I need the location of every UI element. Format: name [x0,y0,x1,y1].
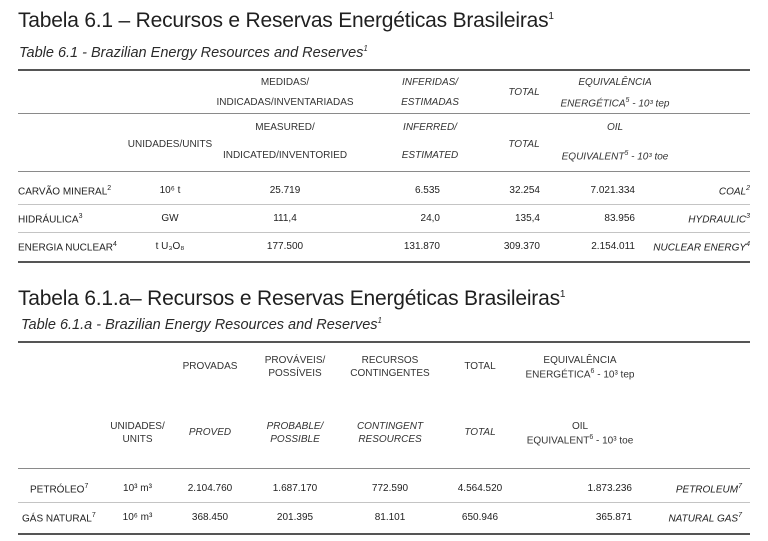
table1-bottom-rule [18,261,750,263]
table2-title: Tabela 6.1.a– Recursos e Reservas Energéticas Brasileiras$^1$ [18,287,566,310]
t1-hdr-medidas: MEDIDAS/ [260,77,310,88]
t2-hdr-probable-2: POSSIBLE [270,434,320,445]
t2-hdr-probable: PROBABLE/ [266,421,324,432]
t1-hdr-measured-2: INDICATED/INVENTORIED [222,150,348,161]
t2-hdr-units-2: UNITS [122,434,153,445]
t2-hdr-equiv-2: ENERGÉTICA$^6$ - 10³ tep [525,368,635,381]
table2-header-bottom-rule [18,468,750,469]
t1-hdr-inferidas-2: ESTIMADAS [401,97,459,108]
t1-hdr-total-en: TOTAL [508,139,540,150]
row-unit: 10⁶ m³ [122,512,153,523]
table2-bottom-rule [18,533,750,535]
row-proved: 2.104.760 [187,483,233,494]
row-label-en: NATURAL GAS$^7$ [668,512,742,525]
t2-hdr-equiv: EQUIVALÊNCIA [543,355,617,366]
t1-hdr-units: UNIDADES/UNITS [127,139,213,150]
table2-top-rule [18,341,750,343]
t2-hdr-contingent: CONTINGENT [356,421,424,432]
table2-subtitle: Table 6.1.a - Brazilian Energy Resources and Reserves$^1$ [21,316,382,333]
row-measured: 177.500 [266,241,304,252]
row-total: 650.946 [461,512,499,523]
row-label-en: COAL$^2$ [718,185,750,198]
row-divider [18,204,750,205]
t1-hdr-inferred-2: ESTIMATED [401,150,459,161]
row-contingent: 81.101 [374,512,406,523]
row-unit: GW [161,213,179,224]
table1-header-bottom-rule [18,171,750,172]
row-label-en: NUCLEAR ENERGY$^4$ [653,241,750,254]
row-inferred: 6.535 [414,185,440,196]
t2-hdr-provaveis: PROVÁVEIS/ [264,355,326,366]
row-measured: 25.719 [269,185,301,196]
row-label-pt: CARVÃO MINERAL$^2$ [18,185,112,198]
row-label-pt: GÁS NATURAL$^7$ [22,512,96,525]
t2-hdr-recursos-2: CONTINGENTES [350,368,430,379]
t1-hdr-inferred: INFERRED/ [403,122,457,133]
row-total: 4.564.520 [457,483,503,494]
t1-hdr-medidas-2: INDICADAS/INVENTARIADAS [216,97,354,108]
t1-hdr-measured: MEASURED/ [255,122,315,133]
row-unit: 10⁶ t [159,185,181,196]
t2-hdr-total-en: TOTAL [464,427,496,438]
row-unit: t U₃O₈ [155,241,185,252]
t1-hdr-oil: OIL [606,122,624,133]
row-label-en: PETROLEUM$^7$ [675,483,742,496]
t2-hdr-provadas: PROVADAS [182,361,238,372]
t2-hdr-provaveis-2: POSSÍVEIS [268,368,322,379]
row-inferred: 24,0 [420,213,440,224]
row-equiv: 83.956 [604,213,635,224]
t2-hdr-proved: PROVED [188,427,232,438]
row-proved: 368.450 [191,512,229,523]
t2-hdr-total: TOTAL [464,361,496,372]
t2-hdr-units: UNIDADES/ [110,421,165,432]
row-measured: 111,4 [273,213,297,224]
row-inferred: 131.870 [403,241,440,252]
table1-title: Tabela 6.1 – Recursos e Reservas Energéticas Brasileiras$^1$ [18,9,554,32]
table1-subtitle: Table 6.1 - Brazilian Energy Resources and Reserves$^1$ [19,44,368,61]
row-probable: 1.687.170 [272,483,318,494]
row-unit: 10³ m³ [123,483,152,494]
row-label-pt: PETRÓLEO$^7$ [30,483,89,496]
table1-mid-rule [18,113,750,114]
t1-hdr-inferidas: INFERIDAS/ [401,77,459,88]
row-label-pt: HIDRÁULICA$^3$ [18,213,83,226]
t2-hdr-recursos: RECURSOS [361,355,419,366]
t2-hdr-oil-2: EQUIVALENT$^6$ - 10³ toe [526,434,634,447]
row-total: 135,4 [514,213,540,224]
row-equiv: 2.154.011 [591,241,635,252]
row-total: 32.254 [509,185,540,196]
row-equiv: 7.021.334 [590,185,635,196]
t2-hdr-oil: OIL [571,421,589,432]
t1-hdr-total: TOTAL [508,87,540,98]
t1-hdr-oil-2: EQUIVALENT$^5$ - 10³ toe [561,150,669,163]
row-equiv: 365.871 [595,512,632,523]
row-divider [18,232,750,233]
row-divider [18,502,750,503]
t1-hdr-equiv: EQUIVALÊNCIA [578,77,652,88]
t2-hdr-contingent-2: RESOURCES [358,434,422,445]
table1-top-rule [18,69,750,71]
row-contingent: 772.590 [371,483,409,494]
row-label-pt: ENERGIA NUCLEAR$^4$ [18,241,117,254]
t1-hdr-equiv-2: ENERGÉTICA$^5$ - 10³ tep [560,97,670,110]
row-total: 309.370 [503,241,540,252]
row-label-en: HYDRAULIC$^3$ [688,213,750,226]
row-equiv: 1.873.236 [587,483,632,494]
row-probable: 201.395 [276,512,314,523]
